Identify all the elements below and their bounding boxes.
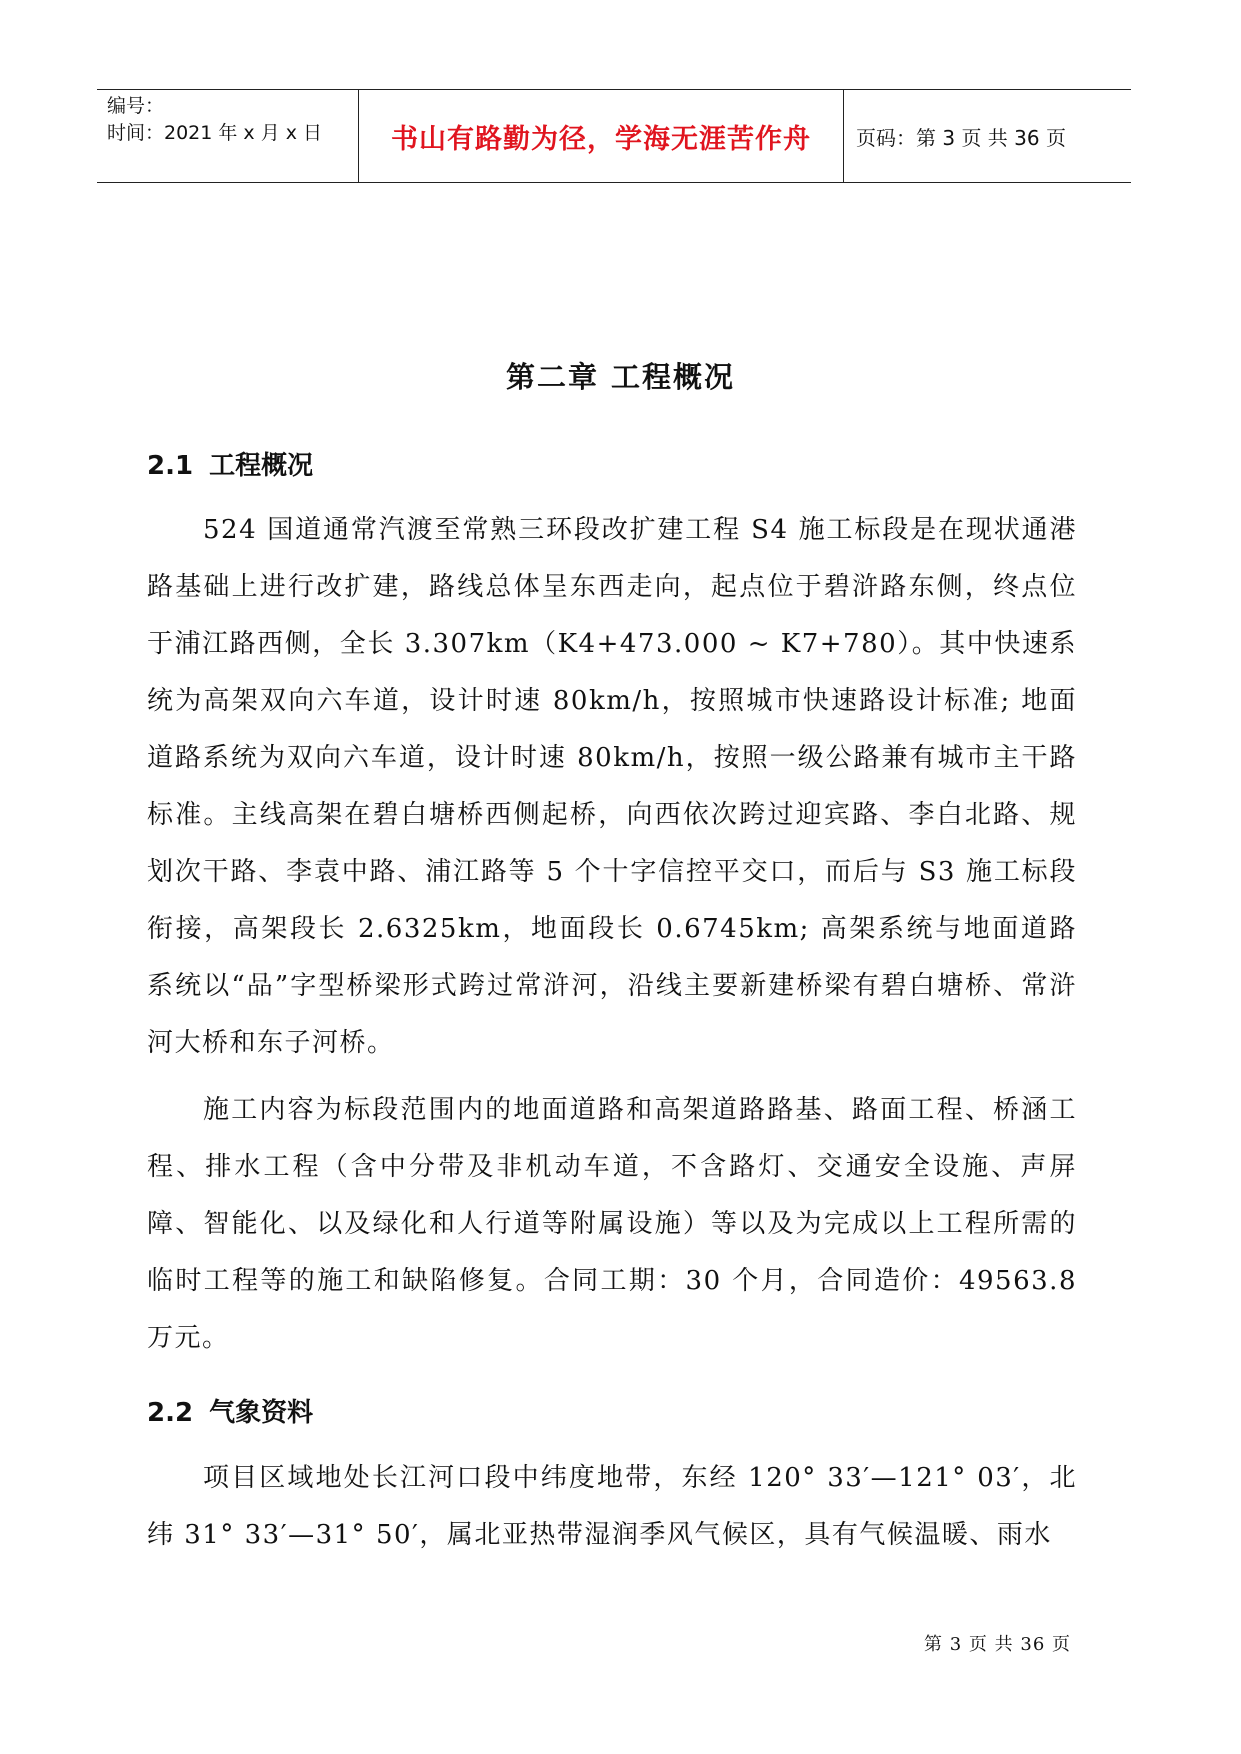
date-label: 时间：2021 年 x 月 x 日 [107,122,323,144]
header-page-info: 页码：第 3 页 共 36 页 [856,125,1066,150]
section-number: 2.1 [147,451,194,481]
section-number: 2.2 [147,1398,194,1428]
section-heading-2-2 [147,1392,313,1429]
chapter-title: 第二章 工程概况 [505,360,736,394]
section-title: 气象资料 [209,1398,314,1428]
section-title: 工程概况 [209,451,314,481]
page-header [97,89,1131,183]
footer-page-number: 第 3 页 共 36 页 [924,1634,1071,1655]
serial-label: 编号： [107,95,165,117]
paragraph: 项目区域地处长江河口段中纬度地带，东经 120° 33′—121° 03′，北纬 31° 33′—31° 50′，属北亚热带湿润季风气候区，具有气候温暖、雨水 [147,1463,1077,1550]
section-heading-2-1 [147,445,313,482]
paragraph: 施工内容为标段范围内的地面道路和高架道路路基、路面工程、桥涵工程、排水工程（含中分带及非机动车道，不含路灯、交通安全设施、声屏障、智能化、以及绿化和人行道等附属设施）等以及为完成以上工程所需的临时工程等的施工和缺陷修复。合同工期：30 个月，合同造价：49563.8 万元。 [147,1095,1077,1353]
header-meta [97,90,359,182]
header-motto: 书山有路勤为径，学海无涯苦作舟 [359,90,844,182]
paragraph: 524 国道通常汽渡至常熟三环段改扩建工程 S4 施工标段是在现状通港路基础上进行改扩建，路线总体呈东西走向，起点位于碧浒路东侧，终点位于浦江路西侧，全长 3.307km（K4+473.000 ~ K7+780）。其中快速系统为高架双向六车道，设计时速 80km/h，按照城市快速路设计标准; 地面道路系统为双向六车道，设计时速 80km/h，按照一级公路兼有城市主干路标准。主线高架在碧白塘桥西侧起桥，向西依次跨过迎宾路、李白北路、规划次干路、李袁中路、浦江路等 5 个十字信控平交口，而后与 S3 施工标段衔接，高架段长 2.6325km，地面段长 0.6745km; 高架系统与地面道路系统以“品”字型桥梁形式跨过常浒河，沿线主要新建桥梁有碧白塘桥、常浒河大桥和东子河桥。 [147,515,1077,1058]
